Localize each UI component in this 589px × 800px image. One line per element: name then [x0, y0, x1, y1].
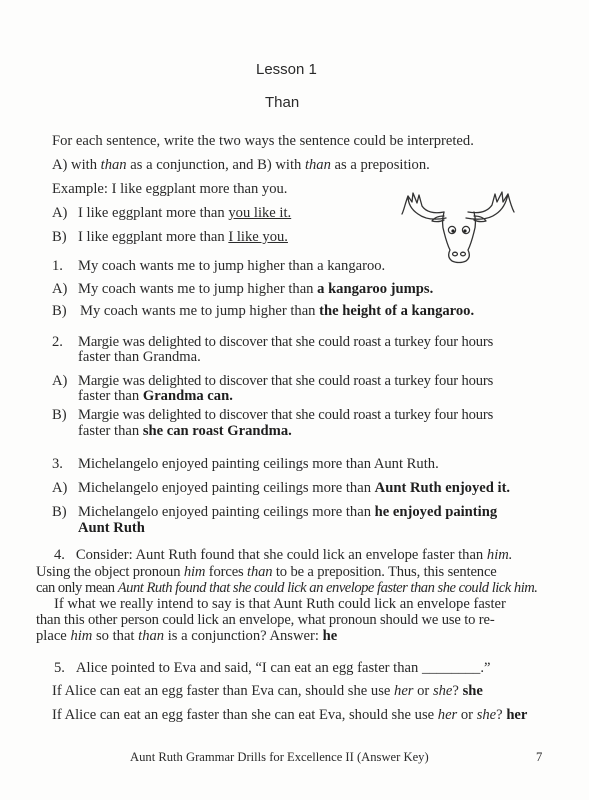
q4-italic: Aunt Ruth found that she could lick an envelope faster than she could lick him. — [117, 580, 538, 596]
q3-b-label: B) — [52, 504, 67, 520]
q2-a-answer: Grandma can. — [142, 388, 233, 404]
q4-him-italic: him. — [486, 547, 513, 563]
q5-answer-1: she — [462, 683, 483, 699]
q1-b-label: B) — [52, 303, 67, 319]
q5-text: ? — [452, 683, 463, 699]
q5-text: or — [413, 683, 433, 699]
example-a-sentence — [78, 205, 291, 222]
q3-b-sentence — [78, 504, 497, 521]
q3-b-answer-part-2: Aunt Ruth — [78, 520, 145, 536]
q5-number: 5. — [54, 660, 65, 676]
example-a-label: A) — [52, 205, 68, 221]
lesson-title: Lesson 1 — [256, 61, 317, 78]
q4-line-6 — [36, 628, 337, 645]
q5-text: or — [457, 707, 477, 723]
example-b-underlined: I like you. — [228, 229, 288, 245]
q2-a-line-2 — [78, 388, 233, 405]
q1-a-answer: a kangaroo jumps. — [317, 281, 434, 297]
q4-text: can only mean — [36, 580, 118, 596]
example-a-underlined: you like it. — [228, 205, 292, 221]
q4-text: so that — [92, 628, 139, 644]
q3-number: 3. — [52, 456, 63, 472]
q3-b-text: Michelangelo enjoyed painting ceilings more than — [78, 504, 375, 520]
q2-number: 2. — [52, 334, 63, 350]
q3-a-answer: Aunt Ruth enjoyed it. — [374, 480, 511, 496]
q3-sentence: Michelangelo enjoyed painting ceilings more than Aunt Ruth. — [78, 456, 439, 472]
q1-a-label: A) — [52, 281, 68, 297]
q5-answer-2: her — [506, 707, 528, 723]
q4-text: Consider: Aunt Ruth found that she could lick an envelope faster than — [75, 547, 487, 563]
q4-italic: him — [183, 564, 206, 580]
q3-b-answer-line-2 — [78, 520, 145, 537]
page-number: 7 — [536, 750, 543, 764]
q2-line-1: Margie was delighted to discover that she could roast a turkey four hours — [78, 334, 494, 350]
q5-line-2 — [52, 683, 483, 700]
footer-title: Aunt Ruth Grammar Drills for Excellence II (Answer Key) — [130, 750, 429, 764]
q1-b-sentence — [80, 303, 474, 320]
q1-b-answer: the height of a kangaroo. — [319, 303, 475, 319]
q4-text: is a conjunction? Answer: — [164, 628, 323, 644]
q4-line-2 — [36, 564, 497, 581]
q5-text: If Alice can eat an egg faster than she can eat Eva, should she use — [52, 707, 438, 723]
q2-a-label: A) — [52, 373, 68, 389]
example-b-text: I like eggplant more than — [78, 229, 229, 245]
example-b-sentence — [78, 229, 288, 246]
q4-text: place — [36, 628, 71, 644]
q5-italic: she — [432, 683, 453, 699]
q4-answer: he — [322, 628, 338, 644]
q2-a-line-1: Margie was delighted to discover that she could roast a turkey four hours — [78, 373, 494, 389]
example-a-text: I like eggplant more than — [78, 205, 229, 221]
q3-a-label: A) — [52, 480, 68, 496]
lesson-topic: Than — [265, 94, 300, 111]
q2-b-label: B) — [52, 407, 67, 423]
q2-b-answer: she can roast Grandma. — [142, 423, 292, 439]
q4-line-3 — [36, 580, 537, 597]
q5-italic: her — [437, 707, 458, 723]
q3-b-answer-part-1: he enjoyed painting — [374, 504, 498, 520]
q5-text: Alice pointed to Eva and said, “I can eat an egg faster than ________.” — [75, 660, 491, 676]
q2-b-line-1: Margie was delighted to discover that she could roast a turkey four hours — [78, 407, 494, 423]
q2-b-line-2 — [78, 423, 292, 440]
q3-a-text: Michelangelo enjoyed painting ceilings more than — [78, 480, 375, 496]
instructions-line-1: For each sentence, write the two ways the sentence could be interpreted. — [52, 133, 474, 149]
q5-italic: she — [476, 707, 497, 723]
q5-line-1 — [54, 660, 490, 677]
instructions-text: as a preposition. — [330, 157, 430, 173]
q1-a-sentence — [78, 281, 433, 298]
q4-text: to be a preposition. Thus, this sentence — [272, 564, 497, 580]
instructions-text: as a conjunction, and B) with — [126, 157, 305, 173]
q2-line-2: faster than Grandma. — [78, 349, 201, 365]
q1-b-text: My coach wants me to jump higher than — [80, 303, 320, 319]
q4-italic: than — [247, 564, 273, 580]
q4-line-1 — [54, 547, 512, 564]
q4-text: Using the object pronoun — [36, 564, 184, 580]
q4-line-4: If what we really intend to say is that Aunt Ruth could lick an envelope faster — [54, 596, 506, 612]
than-italic: than — [304, 157, 331, 173]
q1-sentence: My coach wants me to jump higher than a kangaroo. — [78, 258, 386, 274]
q5-line-3 — [52, 707, 527, 724]
q2-a-text: faster than — [78, 388, 143, 404]
q5-text: ? — [496, 707, 507, 723]
than-italic: than — [100, 157, 127, 173]
instructions-line-2 — [52, 157, 430, 174]
q1-a-text: My coach wants me to jump higher than — [78, 281, 318, 297]
example-heading: Example: I like eggplant more than you. — [52, 181, 288, 197]
q4-italic: him — [70, 628, 93, 644]
q2-b-text: faster than — [78, 423, 143, 439]
moose-drawing-icon — [396, 190, 518, 264]
q5-text: If Alice can eat an egg faster than Eva can, should she use — [52, 683, 395, 699]
q4-italic: than — [138, 628, 165, 644]
q4-text: forces — [205, 564, 248, 580]
q5-italic: her — [394, 683, 414, 699]
q4-line-5: than this other person could lick an envelope, what pronoun should we use to re- — [36, 612, 495, 628]
q3-a-sentence — [78, 480, 510, 497]
q1-number: 1. — [52, 258, 63, 274]
q4-number: 4. — [54, 547, 65, 563]
instructions-text: A) with — [52, 157, 101, 173]
example-b-label: B) — [52, 229, 67, 245]
